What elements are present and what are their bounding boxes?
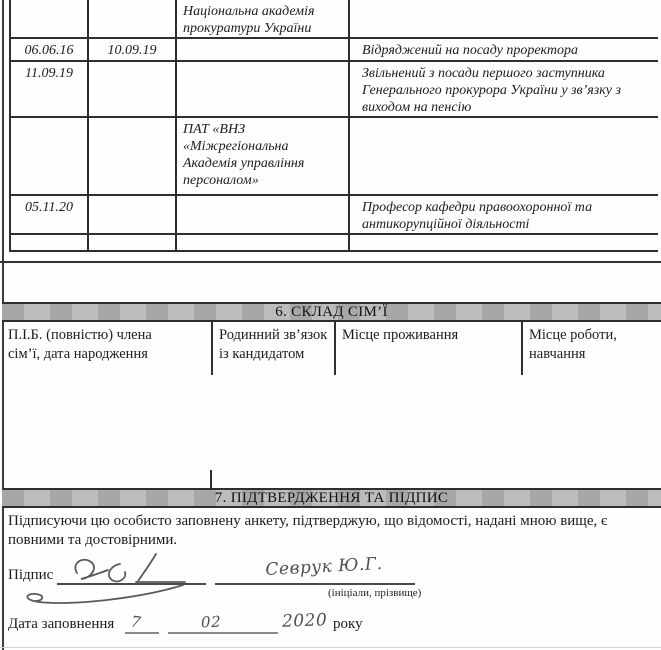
- confirmation-statement: Підписуючи цю особисто заповнену анкету, підтверджую, що відомості, надані мною вище, є повними та достовірними.: [8, 513, 608, 548]
- family-section-bar: [2, 302, 661, 322]
- organization-cell: [176, 195, 349, 234]
- year-suffix-label: року: [333, 616, 363, 632]
- family-col-header-work: Місце роботи, навчання: [522, 322, 661, 375]
- date-from-cell: 11.09.19: [10, 61, 88, 117]
- family-col-header-relation: Родинний зв’язок із кандидатом: [212, 322, 335, 375]
- date-to-cell: [88, 117, 176, 195]
- organization-cell: [176, 61, 349, 117]
- organization-cell: [176, 234, 349, 251]
- family-table: [2, 322, 661, 375]
- date-to-cell: 10.09.19: [88, 38, 176, 61]
- confirmation-section-bar: [2, 488, 661, 508]
- career-row: [10, 38, 658, 61]
- date-from-cell: [10, 234, 88, 251]
- signature-label: Підпис: [8, 567, 54, 583]
- date-from-cell: 05.11.20: [10, 195, 88, 234]
- date-to-cell: [88, 195, 176, 234]
- organization-cell: ПАТ «ВНЗ «Міжрегіональна Академія управління персоналом»: [176, 117, 349, 195]
- career-row: [10, 234, 658, 251]
- position-cell: Звільнений з посади першого заступника Генерального прокурора України у зв’язку з виходом на пенсію: [349, 61, 658, 117]
- family-col-header-name: П.І.Б. (повністю) члена сім’ї, дата народження: [8, 327, 152, 362]
- separator-line: [0, 261, 661, 263]
- date-year-handwritten: 2020: [281, 610, 328, 632]
- career-row: [10, 61, 658, 117]
- date-month-handwritten: 02: [200, 612, 222, 632]
- organization-cell: Національна академія прокуратури України: [176, 0, 349, 38]
- date-from-cell: [10, 0, 88, 38]
- career-row: [10, 0, 658, 38]
- fill-date-label: Дата заповнення: [8, 616, 115, 632]
- confirmation-section-title: 7. ПІДТВЕРДЖЕННЯ ТА ПІДПИС: [214, 490, 449, 506]
- family-section-title: 6. СКЛАД СІМ’Ї: [275, 304, 388, 320]
- career-row: [10, 117, 658, 195]
- date-from-cell: 06.06.16: [10, 38, 88, 61]
- organization-cell: [176, 38, 349, 61]
- signature-hint: (ініціали, прізвище): [328, 587, 422, 599]
- date-to-cell: [88, 0, 176, 38]
- date-from-cell: [10, 117, 88, 195]
- date-day-line: [125, 632, 159, 634]
- position-cell: [349, 0, 658, 38]
- career-row: [10, 195, 658, 234]
- career-history-table: [9, 0, 658, 252]
- family-section: [2, 302, 661, 375]
- position-cell: [349, 234, 658, 251]
- signature-name-line: [215, 583, 415, 585]
- scan-smudge-line: [0, 647, 661, 648]
- date-day-handwritten: 7: [129, 612, 143, 632]
- family-col-header-residence: Місце проживання: [335, 322, 522, 375]
- signature-name-handwritten: Севрук Ю.Г.: [264, 553, 384, 581]
- column-divider-fragment: [210, 470, 212, 488]
- confirmation-section: [2, 488, 661, 550]
- signature-scrawl: [15, 551, 215, 613]
- date-to-cell: [88, 61, 176, 117]
- date-month-line: [168, 632, 278, 634]
- position-cell: Професор кафедри правоохоронної та антикорупційної діяльності: [349, 195, 658, 234]
- family-header-row: [2, 322, 661, 375]
- position-cell: Відряджений на посаду проректора: [349, 38, 658, 61]
- date-to-cell: [88, 234, 176, 251]
- position-cell: [349, 117, 658, 195]
